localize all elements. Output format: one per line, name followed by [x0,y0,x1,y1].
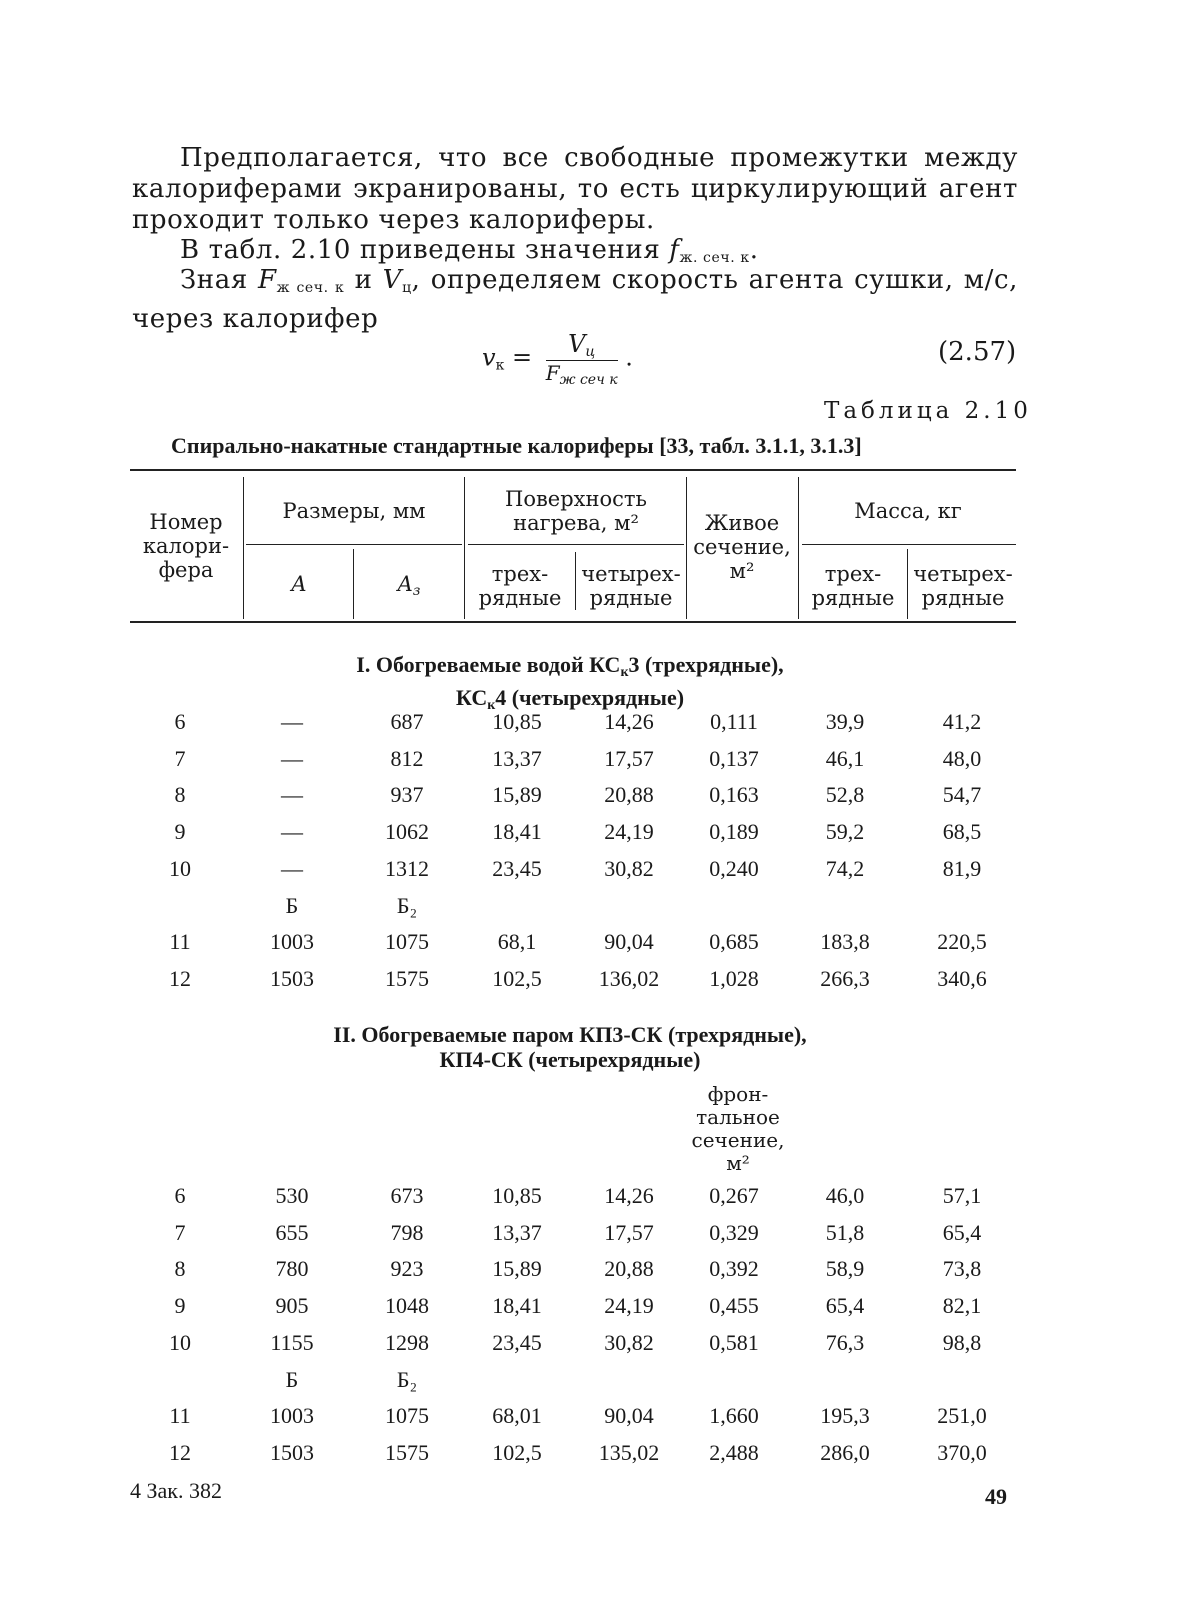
col-divider-2 [353,549,354,619]
table-cell: 1,660 [709,1403,759,1429]
table-cell: 30,82 [604,1329,654,1355]
table-cell: 0,581 [709,1329,759,1355]
table-cell: 1048 [385,1293,429,1319]
header-surface-four-row: четырех-рядные [581,562,681,610]
header-size-A: A [291,572,307,596]
formula-denominator-symbol: F [545,361,560,385]
section-1-title-line1 [230,652,910,685]
table-cell: 68,01 [492,1403,542,1429]
table-top-rule [130,469,1016,471]
table-cell: 57,1 [942,1183,982,1208]
formula-denominator [546,361,618,388]
table-cell: 1075 [385,1403,429,1429]
table-cell: 0,329 [709,1219,759,1245]
paragraph-2-subscript: ж. сеч. к [679,250,750,266]
sizes-subrule [246,544,462,545]
table-cell: 46,0 [825,1183,865,1208]
table-row [0,856,1190,890]
table-cell: 20,88 [604,782,654,808]
col-divider-4 [575,552,576,610]
table-row [0,966,1190,1000]
table-label: Таблица 2.10 [824,398,1032,424]
table-row [0,819,1190,853]
table-cell: 923 [390,1256,424,1282]
header-surface: Поверхность нагрева, м² [505,487,647,535]
formula-lhs-sub: к [495,357,505,374]
paragraph-2-suffix: . [749,235,759,265]
table-cell: 195,3 [820,1403,870,1429]
table-cell: 937 [390,782,424,808]
table-cell: Б [285,1366,299,1392]
formula-fraction [546,330,618,388]
table-cell: 812 [390,745,424,771]
surface-subrule [468,544,684,545]
table-cell: 1,028 [709,965,759,991]
table-row [0,709,1190,743]
header-mass-four-row: четырех-рядные [913,562,1013,610]
table-cell: Б [285,892,299,918]
table-row [0,1403,1190,1437]
table-cell: 58,9 [825,1256,865,1282]
table-row [0,929,1190,963]
table-cell: — [281,745,303,771]
table-cell: 0,267 [709,1183,759,1208]
table-cell: 183,8 [820,929,870,955]
table-cell: Б₂ [396,892,418,918]
table-cell: 52,8 [825,782,865,808]
table-row [0,782,1190,816]
table-row [0,1293,1190,1327]
section-2-title-line1: II. Обогреваемые паром КП3-СК (трехрядные), [333,1022,807,1047]
table-cell: 286,0 [820,1439,870,1465]
header-sizes: Размеры, мм [282,499,426,523]
formula-equals: = [504,343,540,372]
table-cell: 1075 [385,929,429,955]
table-cell: 68,1 [497,929,537,955]
table-cell: 13,37 [492,1219,542,1245]
table-cell: 1575 [385,1439,429,1465]
header-number: Номер калори-фера [142,510,230,582]
table-cell: 1155 [270,1329,314,1355]
table-cell: 10,85 [492,1183,542,1208]
table-cell: 54,7 [942,782,982,808]
table-cell: — [281,709,303,734]
section-1-line2-end: 4 (четырехрядные) [495,685,685,710]
table-cell: 11 [169,929,191,955]
table-cell: 0,685 [709,929,759,955]
header-size-A3-sub: з [412,583,421,599]
header-free-section: Живое сечение, м² [693,511,791,583]
table-cell: 23,45 [492,855,542,881]
paragraph-3-prefix: Зная [180,265,258,295]
table-cell: 51,8 [825,1219,865,1245]
table-cell: 7 [174,745,186,771]
table-cell: 673 [390,1183,424,1208]
table-cell: 6 [174,1183,186,1208]
table-cell: 9 [174,1293,186,1319]
table-cell: 90,04 [604,1403,654,1429]
table-cell: 905 [275,1293,309,1319]
col-divider-1 [243,477,244,619]
table-cell: 1003 [270,929,314,955]
table-cell: 7 [174,1219,186,1245]
paragraph-2-symbol: f [669,235,680,265]
table-cell: 1062 [385,819,429,845]
table-cell: 11 [169,1403,191,1429]
table-row [0,1440,1190,1474]
table-row [0,893,1190,927]
table-cell: 1503 [270,965,314,991]
table-cell: 6 [174,709,186,734]
table-cell: 135,02 [598,1439,660,1465]
table-cell: 102,5 [492,1439,542,1465]
velocity-formula [482,330,633,388]
table-cell: — [281,819,303,845]
table-cell: 1003 [270,1403,314,1429]
table-cell: 24,19 [604,819,654,845]
table-cell: 39,9 [825,709,865,734]
table-cell: 18,41 [492,1293,542,1319]
print-order-note: 4 Зак. 382 [130,1478,222,1503]
table-cell: 136,02 [598,965,660,991]
table-cell: 17,57 [604,1219,654,1245]
table-cell: 65,4 [825,1293,865,1319]
table-cell: 1575 [385,965,429,991]
equation-number: (2.57) [938,337,1017,367]
table-cell: 0,111 [710,709,758,734]
table-cell: 9 [174,819,186,845]
paragraph-3-F: F [258,265,277,295]
header-mass-three-row: трех-рядные [811,562,895,610]
table-row [0,1367,1190,1401]
table-cell: 14,26 [604,1183,654,1208]
table-cell: 8 [174,1256,186,1282]
table-cell: 798 [390,1219,424,1245]
intro-paragraph-1: Предполагается, что все свободные промежутки между калориферами экранированы, то есть циркулирующий агент проходит только через калориферы. [132,143,1018,235]
table-cell: 1298 [385,1329,429,1355]
table-cell: 2,488 [709,1439,759,1465]
table-cell: 59,2 [825,819,865,845]
table-cell: — [281,782,303,808]
table-cell: 340,6 [937,965,987,991]
table-cell: 23,45 [492,1329,542,1355]
table-cell: 0,240 [709,855,759,881]
col-divider-5 [686,477,687,619]
table-cell: 46,1 [825,745,865,771]
header-size-A3 [356,572,462,603]
table-cell: 370,0 [937,1439,987,1465]
table-cell: 1503 [270,1439,314,1465]
table-cell: 251,0 [937,1403,987,1429]
table-header-bottom-rule [130,621,1016,623]
table-row [0,1183,1190,1217]
formula-numerator-symbol: V [568,330,586,358]
paragraph-3-V-sub: ц [402,280,412,296]
col-divider-6 [798,477,799,619]
section-1-line1-sub: к [620,665,629,680]
section-2-title [230,1022,910,1072]
table-cell: 13,37 [492,745,542,771]
table-cell: 530 [275,1183,309,1208]
formula-numerator-sub: ц [585,344,596,360]
table-cell: 0,189 [709,819,759,845]
table-cell: 73,8 [942,1256,982,1282]
table-row [0,1330,1190,1364]
section-2-title-line2: КП4-СК (четырехрядные) [439,1047,701,1072]
col-divider-7 [907,549,908,619]
table-cell: 90,04 [604,929,654,955]
table-cell: 15,89 [492,782,542,808]
table-cell: 41,2 [942,709,982,734]
frontal-section-label: фрон-тальное сечение, м² [691,1082,785,1175]
table-cell: 82,1 [942,1293,982,1319]
table-title: Спирально-накатные стандартные калориферы [33, табл. 3.1.1, 3.1.3] [171,433,862,458]
table-cell: 24,19 [604,1293,654,1319]
table-cell: 12 [169,965,191,991]
table-cell: 81,9 [942,855,982,881]
table-cell: 17,57 [604,745,654,771]
paragraph-3-V: V [382,265,403,295]
table-cell: 780 [275,1256,309,1282]
table-cell: 102,5 [492,965,542,991]
header-surface-three-row: трех-рядные [478,562,562,610]
section-1-line2-sub: к [487,698,496,713]
formula-numerator [546,330,618,361]
section-1-line1-text: I. Обогреваемые водой КС [356,652,621,677]
table-cell: 12 [169,1439,191,1465]
table-cell: Б₂ [396,1366,418,1392]
table-cell: 8 [174,782,186,808]
table-cell: 10 [169,1329,191,1355]
table-cell: 10 [169,855,191,881]
mass-subrule [802,544,1016,545]
table-cell: 0,137 [709,745,759,771]
intro-paragraph-3 [132,265,1018,335]
paragraph-3-and: и [344,265,383,295]
table-cell: 687 [390,709,424,734]
table-cell: 220,5 [937,929,987,955]
table-cell: 14,26 [604,709,654,734]
col-divider-3 [464,477,465,619]
header-mass: Масса, кг [854,499,962,523]
formula-lhs: v [482,343,496,372]
table-row [0,746,1190,780]
table-row [0,1256,1190,1290]
table-cell: 18,41 [492,819,542,845]
table-cell: 0,392 [709,1256,759,1282]
page-number: 49 [985,1484,1007,1509]
section-1-line1-end: 3 (трехрядные), [628,652,784,677]
paragraph-3-suffix: , определяем скорость агента сушки, м/с, через калорифер [132,265,1018,334]
table-cell: 655 [275,1219,309,1245]
header-size-A3-symbol: A [397,572,413,596]
formula-denominator-sub: ж сеч к [559,372,618,388]
section-1-line2-text: КС [455,685,488,710]
table-cell: 0,163 [709,782,759,808]
paragraph-2-prefix: В табл. 2.10 приведены значения [180,235,670,265]
table-cell: 48,0 [942,745,982,771]
table-cell: 10,85 [492,709,542,734]
table-cell: 0,455 [709,1293,759,1319]
table-cell: 30,82 [604,855,654,881]
table-cell: 266,3 [820,965,870,991]
table-cell: 68,5 [942,819,982,845]
table-cell: 20,88 [604,1256,654,1282]
table-row [0,1220,1190,1254]
table-cell: 15,89 [492,1256,542,1282]
formula-tail: . [617,343,633,372]
table-cell: 98,8 [942,1329,982,1355]
table-cell: — [281,855,303,881]
table-cell: 74,2 [825,855,865,881]
paragraph-3-F-sub: ж сеч. к [276,280,345,296]
table-cell: 76,3 [825,1329,865,1355]
table-cell: 1312 [385,855,429,881]
table-cell: 65,4 [942,1219,982,1245]
